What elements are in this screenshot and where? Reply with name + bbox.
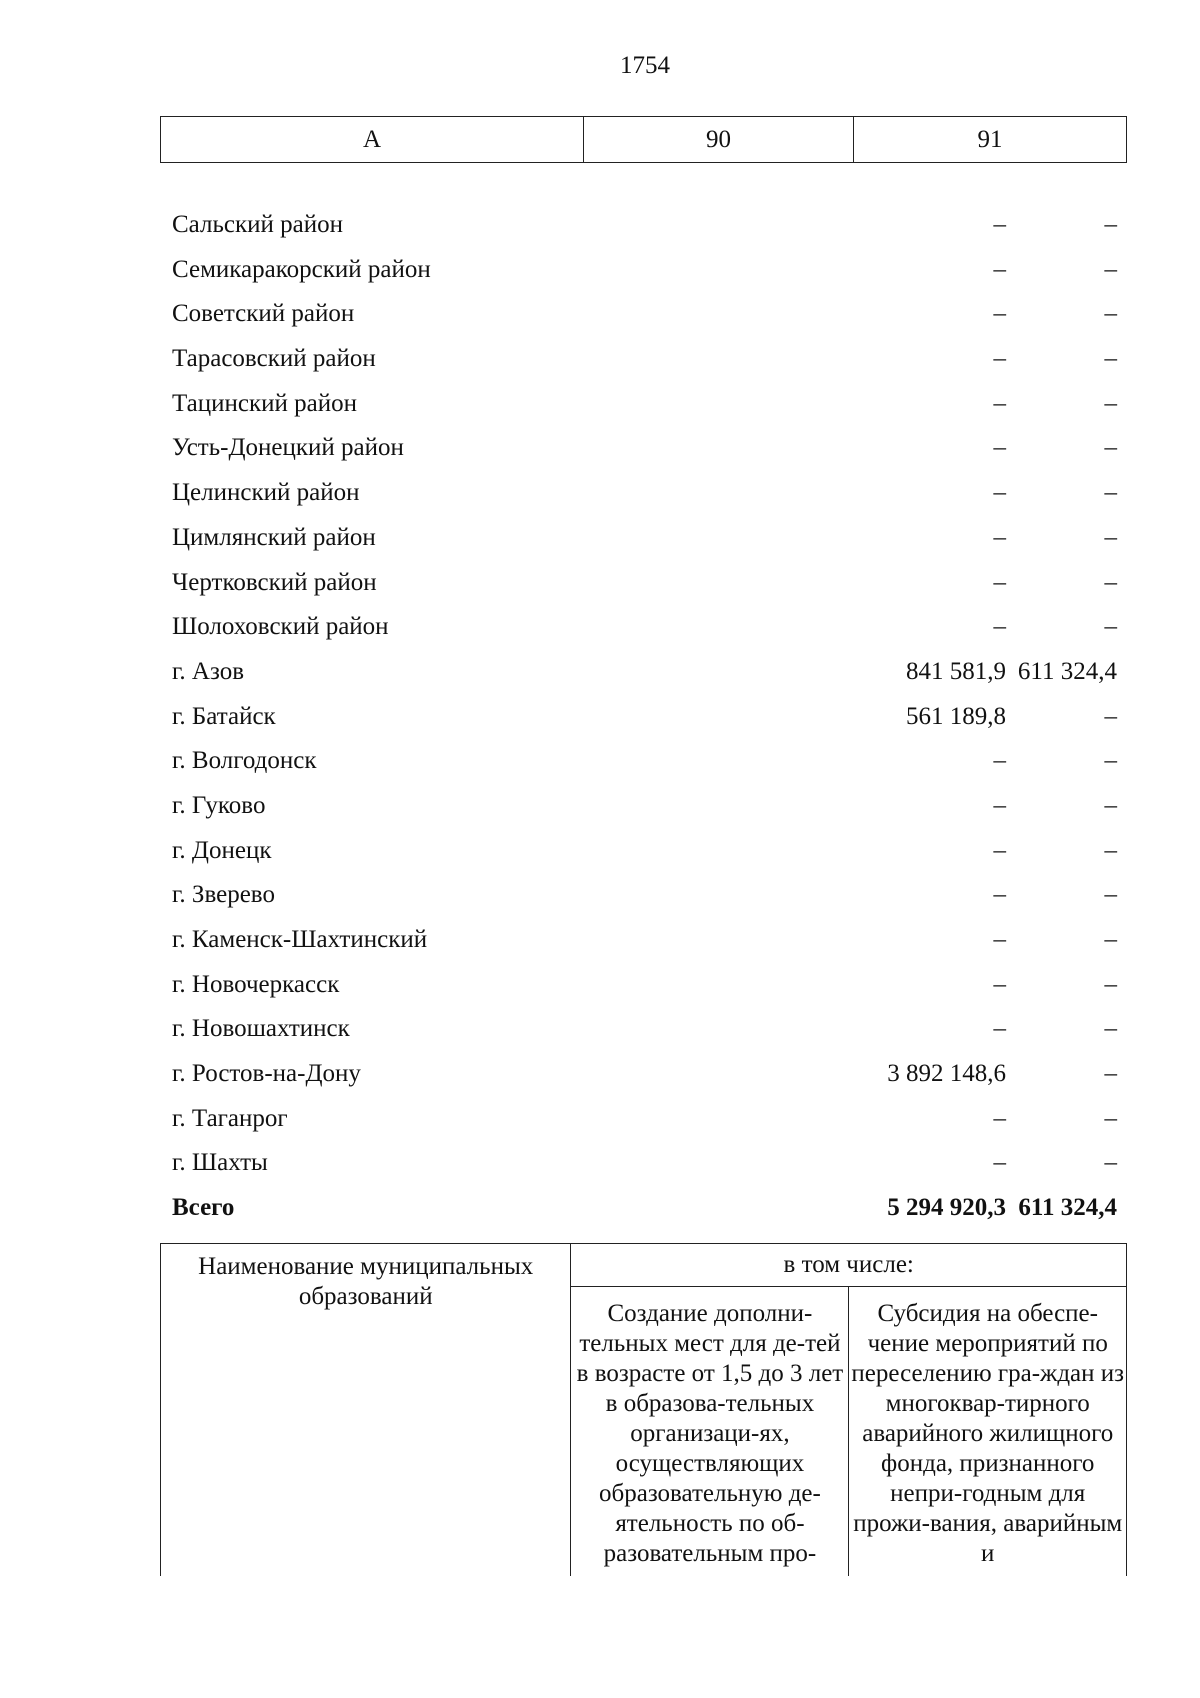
value-col-90: – — [993, 345, 1006, 373]
column-header-table — [160, 116, 1127, 163]
value-col-90: – — [993, 791, 1006, 819]
table-row — [160, 700, 1127, 745]
table-row — [160, 1146, 1127, 1191]
value-col-91: – — [1104, 300, 1117, 328]
municipality-name: г. Новочеркасск — [172, 970, 340, 998]
municipality-name: г. Шахты — [172, 1149, 268, 1177]
data-rows — [160, 208, 1127, 1236]
table-row — [160, 521, 1127, 566]
municipality-name: г. Зверево — [172, 881, 275, 909]
value-col-90: – — [993, 255, 1006, 283]
table-row — [160, 1102, 1127, 1147]
municipality-name: Тарасовский район — [172, 345, 376, 373]
value-col-90: – — [993, 747, 1006, 775]
value-col-90: – — [993, 211, 1006, 238]
header-col-90: 90 — [584, 117, 854, 163]
value-col-90: – — [993, 568, 1006, 596]
value-col-91: – — [1104, 345, 1117, 373]
value-col-90: – — [993, 926, 1006, 953]
table-row — [160, 878, 1127, 923]
value-col-91: – — [1104, 702, 1117, 730]
page-number: 1754 — [620, 52, 670, 79]
municipality-name: г. Таганрог — [172, 1104, 288, 1132]
table-row — [160, 744, 1127, 789]
value-col-90: – — [993, 970, 1006, 998]
subsequent-table-header — [160, 1243, 1127, 1576]
value-col-91: – — [1104, 1015, 1117, 1043]
table-row — [160, 789, 1127, 834]
municipality-name: Семикаракорский район — [172, 255, 431, 283]
value-col-91: – — [1104, 568, 1117, 596]
value-col-90: – — [993, 389, 1006, 417]
value-col-91: – — [1104, 1149, 1117, 1177]
total-row — [160, 1191, 1127, 1236]
value-col-90: 3 892 148,6 — [887, 1060, 1006, 1088]
value-col-91: – — [1104, 747, 1117, 775]
total-col-90: 5 294 920,3 — [887, 1194, 1006, 1222]
value-col-90: – — [993, 300, 1006, 328]
table-row — [160, 253, 1127, 298]
table-row — [160, 431, 1127, 476]
table-row — [160, 1057, 1127, 1102]
municipal-names-header: Наименование муниципальных образований — [161, 1244, 571, 1577]
total-col-91: 611 324,4 — [1018, 1194, 1117, 1222]
municipality-name: Цимлянский район — [172, 523, 376, 551]
header-col-a: А — [161, 117, 584, 163]
value-col-91: – — [1104, 613, 1117, 641]
value-col-91: – — [1104, 1060, 1117, 1088]
value-col-91: – — [1104, 836, 1117, 864]
table-row — [160, 655, 1127, 700]
municipality-name: г. Волгодонск — [172, 747, 317, 775]
value-col-91: – — [1104, 523, 1117, 551]
table-row — [160, 208, 1127, 253]
value-col-91: – — [1104, 255, 1117, 283]
municipality-name: Целинский район — [172, 479, 360, 507]
value-col-90: – — [993, 1015, 1006, 1043]
header-col-91: 91 — [854, 117, 1127, 163]
value-col-90: – — [993, 836, 1006, 864]
value-col-90: – — [993, 479, 1006, 507]
resettlement-subsidy-header: Субсидия на обеспе-чение мероприятий по переселению гра-ждан из многоквар-тирного аварийного жилищного фонда, признанного непри-годным для прожи-вания, аварийным и — [849, 1287, 1127, 1577]
value-col-91: – — [1104, 970, 1117, 998]
municipality-name: Чертковский район — [172, 568, 377, 596]
municipality-name: Советский район — [172, 300, 355, 328]
municipality-name: г. Ростов-на-Дону — [172, 1060, 361, 1088]
value-col-90: – — [993, 1149, 1006, 1177]
value-col-90: 841 581,9 — [906, 657, 1006, 685]
value-col-90: – — [993, 523, 1006, 551]
table-row — [160, 297, 1127, 342]
municipality-name: г. Азов — [172, 657, 245, 685]
total-label: Всего — [172, 1194, 235, 1222]
municipality-name: г. Гуково — [172, 791, 266, 819]
value-col-91: – — [1104, 434, 1117, 462]
value-col-90: – — [993, 613, 1006, 641]
value-col-90: – — [993, 434, 1006, 462]
table-row — [160, 387, 1127, 432]
value-col-91: – — [1104, 1104, 1117, 1132]
municipality-name: Усть-Донецкий район — [172, 434, 404, 462]
municipality-name: Шолоховский район — [172, 613, 389, 641]
value-col-91: 611 324,4 — [1017, 657, 1117, 685]
additional-places-header: Создание дополни-тельных мест для де-тей в возрасте от 1,5 до 3 лет в образова-тельных организаци-ях, осуществляющих образовательную де-ятельность по об-разовательным про- — [571, 1287, 849, 1577]
value-col-91: – — [1104, 926, 1117, 953]
table-row — [160, 1012, 1127, 1057]
municipality-name: Тацинский район — [172, 389, 357, 417]
table-row — [160, 834, 1127, 879]
value-col-91: – — [1104, 881, 1117, 909]
municipality-name: г. Новошахтинск — [172, 1015, 350, 1043]
table-row — [160, 923, 1127, 968]
value-col-91: – — [1104, 211, 1117, 238]
value-col-91: – — [1104, 791, 1117, 819]
value-col-91: – — [1104, 389, 1117, 417]
table-row — [160, 476, 1127, 521]
value-col-91: – — [1104, 479, 1117, 507]
municipality-name: Сальский район — [172, 211, 343, 238]
value-col-90: – — [993, 1104, 1006, 1132]
value-col-90: – — [993, 881, 1006, 909]
table-row — [160, 610, 1127, 655]
table-row — [160, 566, 1127, 611]
table-row — [160, 968, 1127, 1013]
municipality-name: г. Донецк — [172, 836, 272, 864]
municipality-name: г. Батайск — [172, 702, 276, 730]
value-col-90: 561 189,8 — [906, 702, 1006, 730]
municipality-name: г. Каменск-Шахтинский — [172, 926, 428, 953]
including-header: в том числе: — [571, 1244, 1127, 1287]
table-row — [160, 342, 1127, 387]
